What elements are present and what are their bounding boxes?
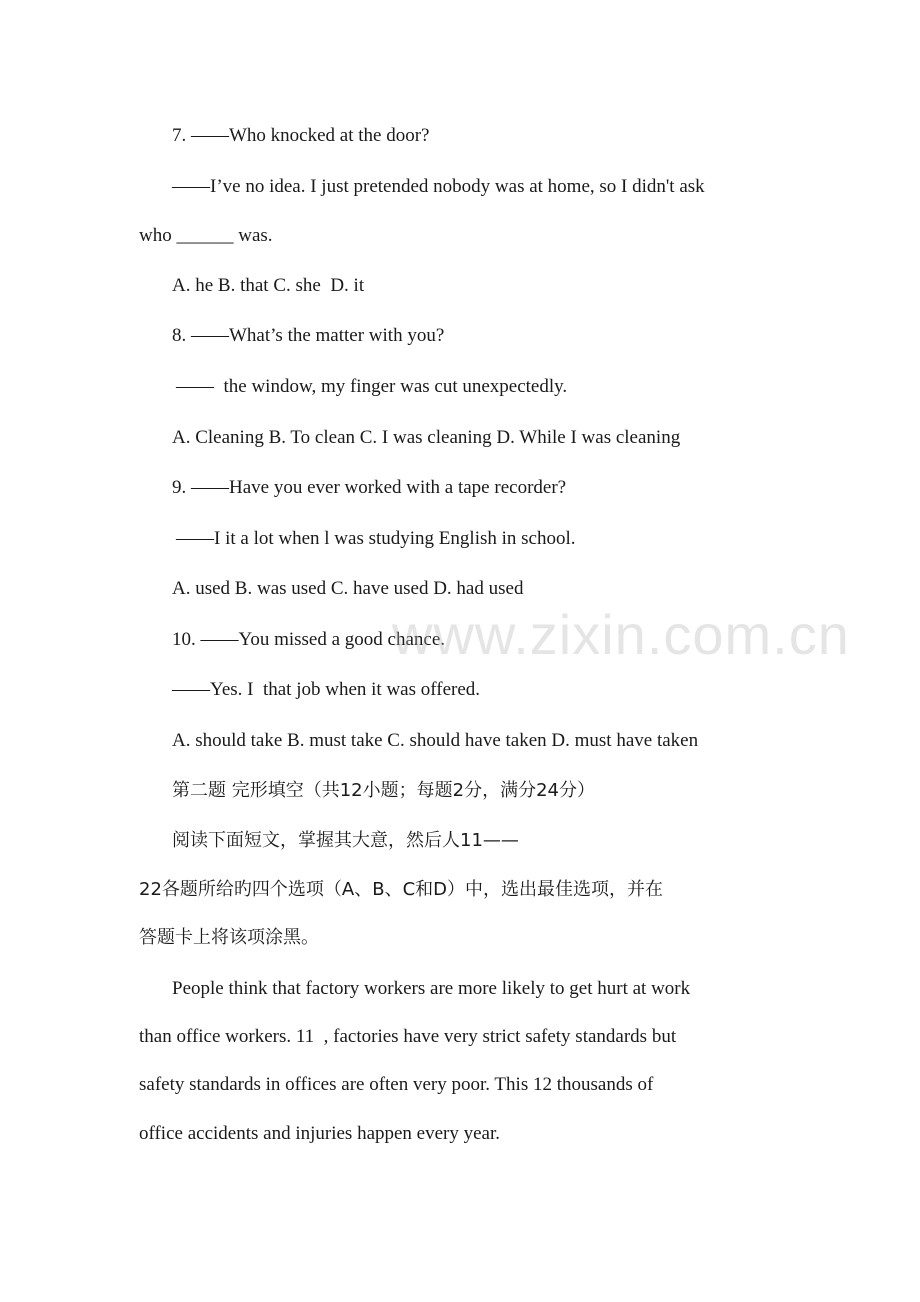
passage-line2: than office workers. 11 , factories have very strict safety standards but — [139, 1026, 677, 1047]
q7-reply-line2: who ______ was. — [139, 225, 273, 246]
q7-prompt: 7. ——Who knocked at the door? — [172, 125, 430, 146]
passage-line4: office accidents and injuries happen every year. — [139, 1123, 501, 1144]
q9-options: A. used B. was used C. have used D. had used — [172, 578, 524, 599]
passage-line1: People think that factory workers are more likely to get hurt at work — [172, 978, 691, 999]
q9-prompt: 9. ——Have you ever worked with a tape recorder? — [172, 477, 567, 498]
passage-line3: safety standards in offices are often very poor. This 12 thousands of — [139, 1074, 654, 1095]
q8-reply: —— the window, my finger was cut unexpectedly. — [176, 376, 568, 397]
q8-options: A. Cleaning B. To clean C. I was cleaning D. While I was cleaning — [172, 427, 681, 448]
watermark: www.zixin.com.cn — [392, 603, 850, 666]
q9-reply: ——I it a lot when l was studying English in school. — [176, 528, 576, 549]
q7-options: A. he B. that C. she D. it — [172, 275, 365, 296]
q7-reply-line1: ——I’ve no idea. I just pretended nobody was at home, so I didn't ask — [172, 176, 705, 197]
q10-prompt: 10. ——You missed a good chance. — [172, 629, 446, 650]
q8-prompt: 8. ——What’s the matter with you? — [172, 325, 445, 346]
q10-reply: ——Yes. I that job when it was offered. — [172, 679, 481, 700]
section2-instruction-line3: 答题卡上将该项涂黑。 — [139, 927, 319, 948]
q10-options: A. should take B. must take C. should have taken D. must have taken — [172, 730, 699, 751]
section2-instruction-line1: 阅读下面短文，掌握其大意，然后人11—— — [172, 830, 519, 851]
section2-instruction-line2: 22各题所给旳四个选项（A、B、C和D）中，选出最佳选项，并在 — [139, 879, 663, 900]
section2-heading: 第二题 完形填空（共12小题；每题2分，满分24分） — [172, 780, 595, 801]
